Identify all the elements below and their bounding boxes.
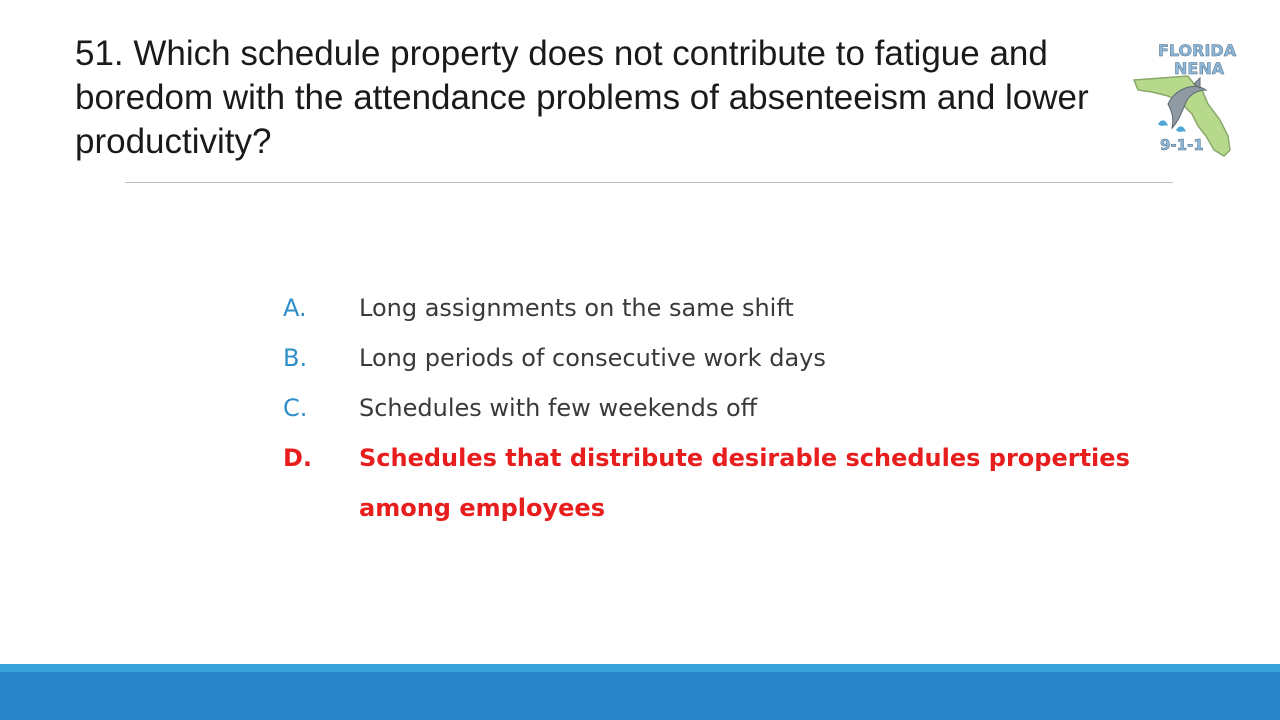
answer-text: Long periods of consecutive work days [359, 344, 826, 372]
florida-nena-911-logo-icon [1128, 32, 1240, 160]
footer-accent-bar [0, 664, 1280, 672]
answer-letter: B. [283, 344, 308, 372]
answer-option-d-correct [283, 433, 1223, 533]
answer-text: Long assignments on the same shift [359, 294, 794, 322]
answer-letter: C. [283, 394, 308, 422]
answer-option-a [283, 283, 1223, 333]
answer-letter: A. [283, 294, 307, 322]
answer-text: Schedules with few weekends off [359, 394, 758, 422]
answer-option-c [283, 383, 1223, 433]
logo-text-911: 9-1-1 [1160, 136, 1204, 154]
answer-letter: D. [283, 444, 313, 472]
answer-text: Schedules that distribute desirable schedules properties among employees [359, 444, 1130, 522]
logo-text-nena: NENA [1174, 59, 1225, 78]
logo-text-florida: FLORIDA [1158, 41, 1237, 60]
florida-nena-logo [1128, 32, 1240, 160]
answer-option-b [283, 333, 1223, 383]
title-divider [125, 182, 1173, 183]
question-title: 51. Which schedule property does not contribute to fatigue and boredom with the attendance problems of absenteeism and lower productivity? [75, 34, 1089, 161]
answer-list [283, 283, 1223, 533]
footer-bar [0, 672, 1280, 720]
